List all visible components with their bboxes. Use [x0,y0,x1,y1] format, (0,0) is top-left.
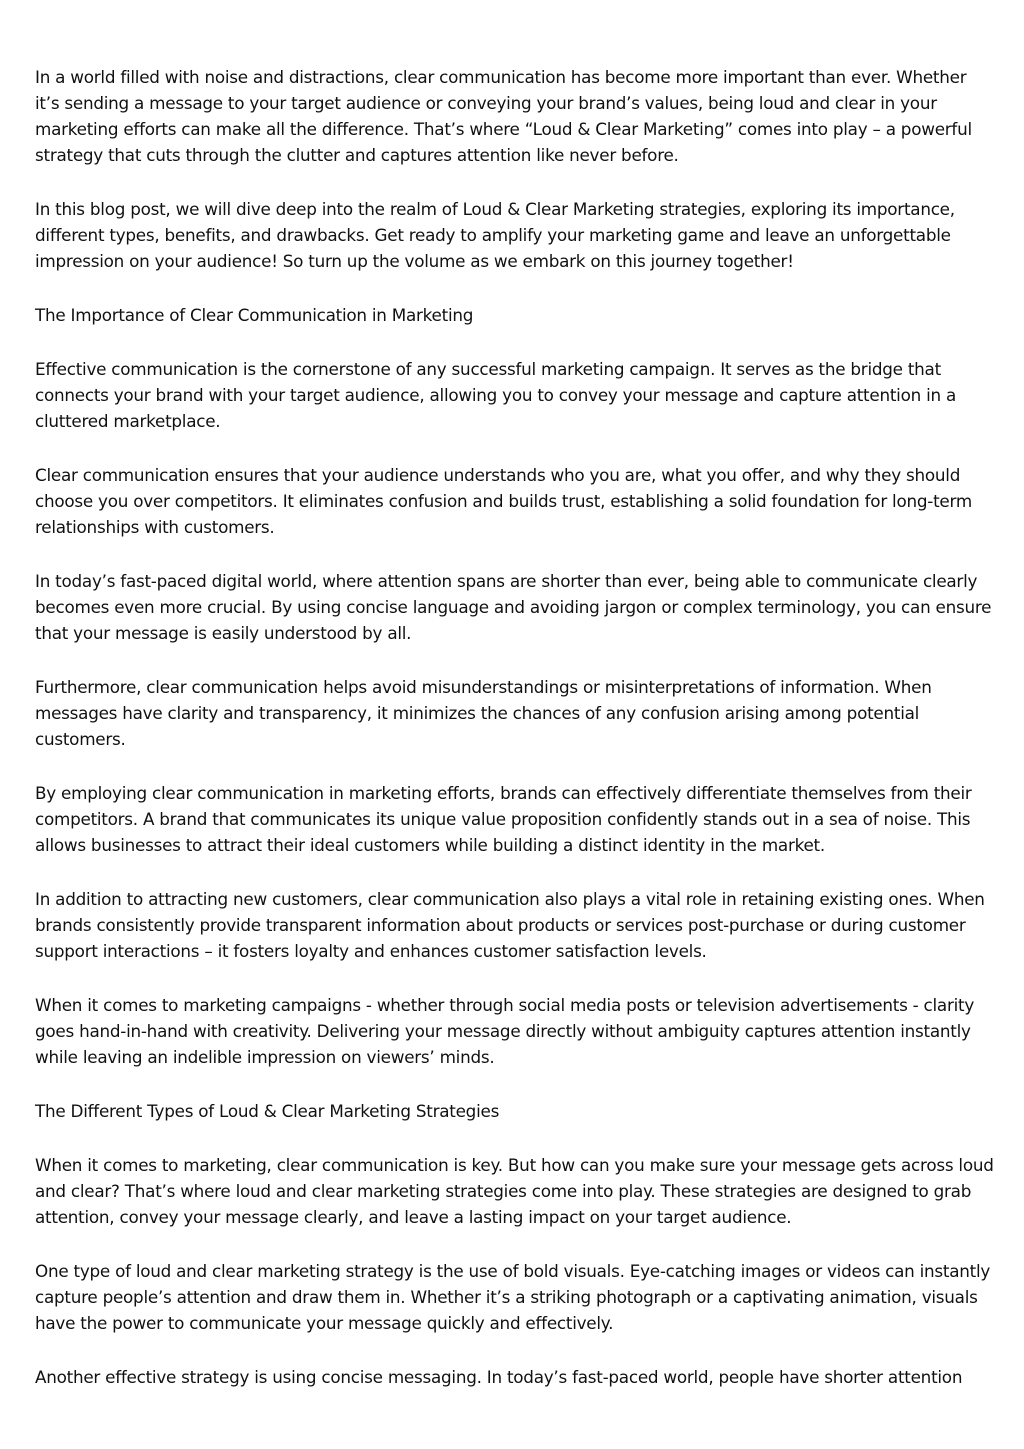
body-paragraph: In addition to attracting new customers, clear communication also plays a vital role in retaining existing ones. When brands consistently provide transparent information about products or services post-purchase or during customer support interactions – it fosters loyalty and enhances customer satisfaction levels. [35,889,985,961]
body-paragraph: Furthermore, clear communication helps avoid misunderstandings or misinterpretations of information. When messages have clarity and transparency, it minimizes the chances of any confusion arising among potential customers. [35,677,932,749]
body-paragraph: Another effective strategy is using concise messaging. In today’s fast-paced world, people have shorter attention [35,1367,963,1387]
body-paragraph: Clear communication ensures that your audience understands who you are, what you offer, and why they should choose you over competitors. It eliminates confusion and builds trust, establishing a solid foundation for long-term relationships with customers. [35,465,972,537]
body-paragraph: Effective communication is the cornerstone of any successful marketing campaign. It serves as the bridge that connects your brand with your target audience, allowing you to convey your message and capture attention in a cluttered marketplace. [35,359,956,431]
section-heading: The Importance of Clear Communication in Marketing [35,305,474,325]
body-paragraph: By employing clear communication in marketing efforts, brands can effectively differentiate themselves from their competitors. A brand that communicates its unique value proposition confidently stands out in a sea of noise. This allows businesses to attract their ideal customers while building a distinct identity in the market. [35,783,972,855]
body-paragraph: In today’s fast-paced digital world, where attention spans are shorter than ever, being able to communicate clearly becomes even more crucial. By using concise language and avoiding jargon or complex terminology, you can ensure that your message is easily understood by all. [35,571,992,643]
section-heading: The Different Types of Loud & Clear Marketing Strategies [35,1101,500,1121]
intro-paragraph: In this blog post, we will dive deep into the realm of Loud & Clear Marketing strategies, exploring its importance, different types, benefits, and drawbacks. Get ready to amplify your marketing game and leave an unforgettable impression on your audience! So turn up the volume as we embark on this journey together! [35,199,955,271]
body-paragraph: When it comes to marketing campaigns - whether through social media posts or television advertisements - clarity goes hand-in-hand with creativity. Delivering your message directly without ambiguity captures attention instantly while leaving an indelible impression on viewers’ minds. [35,995,975,1067]
intro-paragraph: In a world filled with noise and distractions, clear communication has become more important than ever. Whether it’s sending a message to your target audience or conveying your brand’s values, being loud and clear in your marketing efforts can make all the difference. That’s where “Loud & Clear Marketing” comes into play – a powerful strategy that cuts through the clutter and captures attention like never before. [35,67,972,165]
body-paragraph: One type of loud and clear marketing strategy is the use of bold visuals. Eye-catching images or videos can instantly capture people’s attention and draw them in. Whether it’s a striking photograph or a captivating animation, visuals have the power to communicate your message quickly and effectively. [35,1261,991,1333]
document-body [35,64,995,1418]
body-paragraph: When it comes to marketing, clear communication is key. But how can you make sure your message gets across loud and clear? That’s where loud and clear marketing strategies come into play. These strategies are designed to grab attention, convey your message clearly, and leave a lasting impact on your target audience. [35,1155,994,1227]
